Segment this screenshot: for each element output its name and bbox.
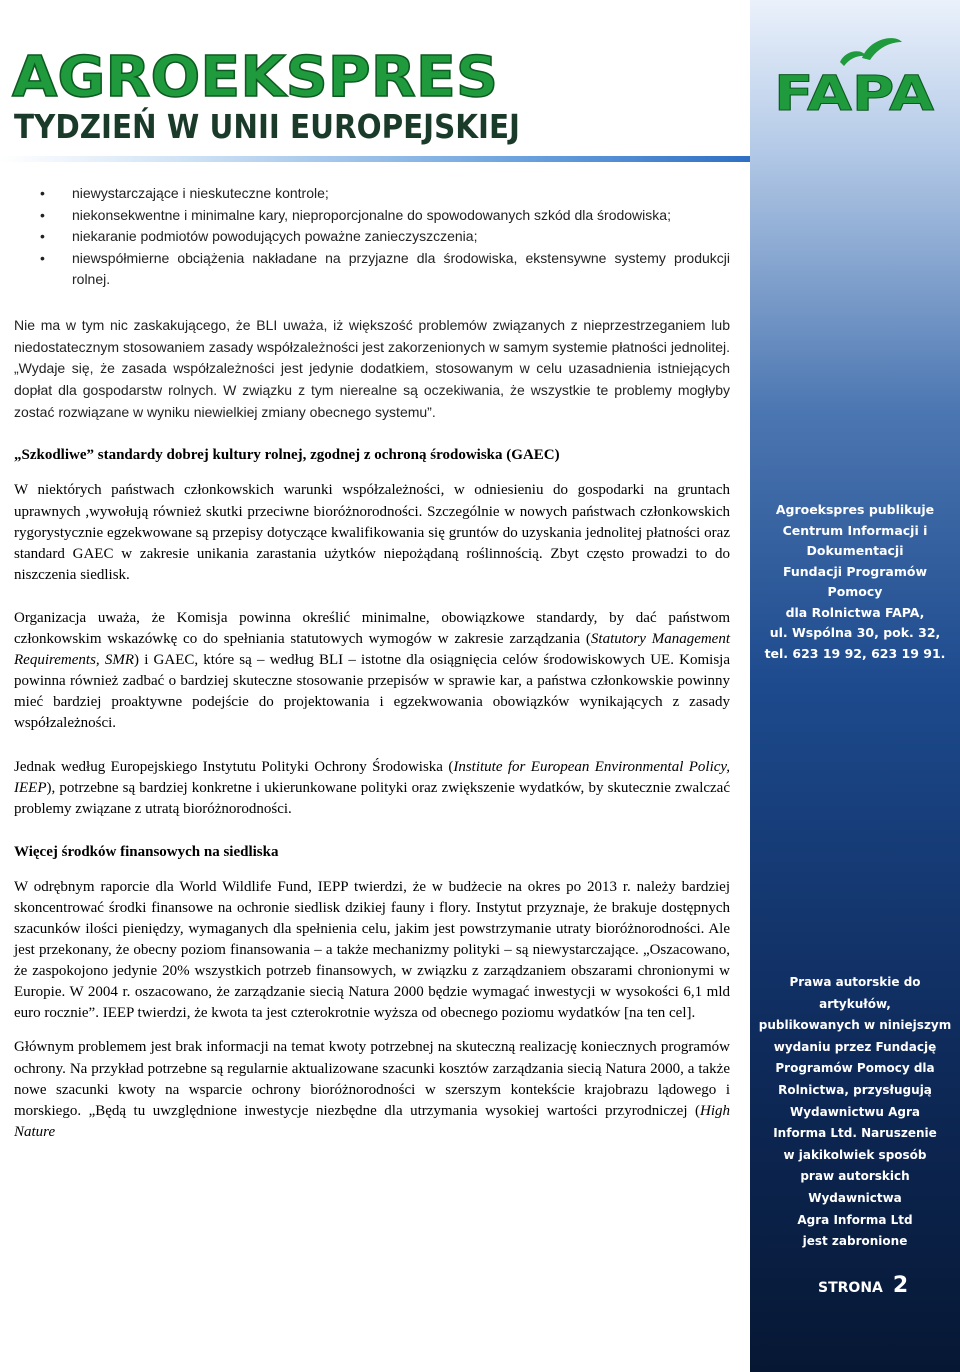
copyright-line: jest zabronione [802,1234,908,1249]
page-number-value: 2 [892,1273,909,1298]
copyright-line: Wydawnictwu Agra [789,1104,921,1119]
list-item: • niekonsekwentne i minimalne kary, nieproporcjonalne do spowodowanych szkód dla środowiska; [14,205,730,227]
list-item: • niekaranie podmiotów powodujących poważne zanieczyszczenia; [14,226,730,248]
paragraph-text: Głównym problemem jest brak informacji na temat kwoty potrzebnej na skuteczną realizację koniecznych programów ochrony. Na przykład potrzebne są regularnie aktualizowane szacunki kosztów zarządzania siecią Natura 2000, a także nowe szacunki kwoty na wsparcie ochrony bioróżnorodności w szerszym kontekście krajobrazu lądowego i morskiego. „Będą tu uwzględnione inwestycje niezbędne dla utrzymania wysokiej wartości przyrodniczej ( [14,1039,730,1119]
bullet-list [14,183,730,291]
copyright-notice [758,972,952,1253]
publisher-info-line: Agroekspres publikuje [775,502,935,517]
copyright-line: praw autorskich Wydawnictwa [800,1169,910,1205]
paragraph-italic: Institute for European Environmental Policy, IEEP [14,758,730,796]
publisher-info-line: ul. Wspólna 30, pok. 32, [769,625,941,640]
paragraph-text: ), potrzebne są bardziej konkretne i ukierunkowane polityki oraz zwiększenie wydatków, by skutecznie zwalczać problemy związane z utratą bioróżnorodności. [14,779,730,817]
copyright-line: Programów Pomocy dla [775,1061,935,1076]
logo-subtitle: TYDZIEŃ W UNII EUROPEJSKIEJ [14,107,583,146]
publisher-info-line: dla Rolnictwa FAPA, [785,604,925,620]
paragraph-text: Jednak według Europejskiego Instytutu Polityki Ochrony Środowiska ( [14,758,454,775]
copyright-line: Rolnictwa, przysługują [778,1082,932,1097]
fapa-logo-text: FAPA [774,66,934,122]
leaf-small-icon [840,51,866,66]
paragraph: Nie ma w tym nic zaskakującego, że BLI uważa, iż większość problemów związanych z nieprzestrzeganiem lub niedostatecznym stosowaniem zasady współzależności jest zakorzenionych w samym systemie płatności jednolitej. „Wydaje się, że zasada współzależności jest jedynie dodatkiem, stosowanym w celu uzasadnienia istniejących dopłat dla gospodarstw rolnych. W związku z tym nierealne są oczekiwania, że wszystkie te problemy mogłyby zostać rozwiązane w wyniku niewielkiej zmiany obecnego systemu”. [14,316,730,420]
copyright-line: publikowanych w niniejszym [758,1018,952,1033]
publisher-info-line: Centrum Informacji i Dokumentacji [782,522,928,558]
publisher-info-line: Fundacji Programów Pomocy [782,563,928,599]
section-heading: „Szkodliwe” standardy dobrej kultury rolnej, zgodnej z ochroną środowiska (GAEC) [14,447,560,464]
copyright-line: Prawa autorskie do artykułów, [789,975,921,1011]
article-body [14,183,730,1165]
paragraph: W niektórych państwach członkowskich warunki współzależności, w odniesieniu do gospodarki na gruntach uprawnych ,wywołują również skutki przeciwne bioróżnorodności. Szczególnie w nowych państwach członkowskich rygorystycznie egzekwowane są przepisy dotyczące kwalifikowania się gruntów do uzyskania jednolitej płatności oraz standard GAEC w zakresie unikania zarastania użytków niepożądaną roślinnością. Zbyt często prowadzi to do niszczenia siedlisk. [14,482,730,583]
paragraph [14,1037,730,1142]
list-item: • niewspółmierne obciążenia nakładane na przyjazne dla środowiska, ekstensywne systemy produkcji rolnej. [14,248,730,291]
publisher-info [758,500,952,664]
sidebar [750,0,960,1372]
paragraph-text: Organizacja uważa, że Komisja powinna określić minimalne, obowiązkowe standardy, by dać państwom członkowskim wskazówkę co do spełniania statutowych wymogów w zakresie zarządzania ( [14,609,730,648]
copyright-line: wydaniu przez Fundację [773,1039,937,1054]
paragraph-italic: High Nature [14,1102,730,1140]
copyright-line: Informa Ltd. Naruszenie [773,1126,937,1141]
copyright-line: w jakikolwiek sposób [783,1147,927,1162]
header-divider [0,156,750,162]
list-item: • niewystarczające i nieskuteczne kontrole; [14,183,730,205]
paragraph-italic: Statutory Management Requirements, SMR [14,631,731,669]
page-number [818,1273,908,1298]
logo-title: AGROEKSPRES [12,45,499,110]
paragraph [14,608,730,735]
paragraph-text: ) i GAEC, które są – według BLI – istotne dla osiągnięcia celów środowiskowych UE. Komisja powinna również zadbać o bardziej skuteczne stosowanie przepisów w sprawie kar, a państwa członkowskie powinny mieć bardziej proaktywne podejście do projektowania i egzekwowania obowiązków wynikających z zasady współzależności. [14,652,730,732]
section-heading: Więcej środków finansowych na siedliska [14,843,279,860]
paragraph [14,757,730,820]
agroekspres-logo [10,44,583,146]
page-number-label: STRONA [818,1280,883,1296]
fapa-logo [770,28,940,128]
paragraph: W odrębnym raporcie dla World Wildlife Fund, IEPP twierdzi, że w budżecie na okres po 2013 r. należy bardziej skoncentrować środki finansowe na ochronie siedlisk dzikiej fauny i flory. Instytut przyznaje, że brakuje dostępnych szacunków ilości pieniędzy, wymaganych dla spełnienia celu, jakim jest powstrzymanie utraty bioróżnorodności. Ale jest przekonany, że obecny poziom finansowania – a także mechanizmy polityki – są niewystarczające. „Oszacowano, że zaspokojono jedynie 20% wszystkich potrzeb finansowych, w związku z zarządzaniem obszarami chronionymi w Europie. W 2004 r. oszacowano, że zarządzanie siecią Natura 2000 będzie wymagać inwestycji w wysokości 6,1 mld euro rocznie”. IEEP twierdzi, że kwota ta jest czterokrotnie wyższa od obecnego poziomu wydatków [na ten cel]. [14,878,730,1022]
copyright-line: Agra Informa Ltd [797,1212,913,1227]
leaf-icon [862,38,902,60]
publisher-info-line: tel. 623 19 92, 623 19 91. [764,645,946,661]
header [0,0,750,165]
